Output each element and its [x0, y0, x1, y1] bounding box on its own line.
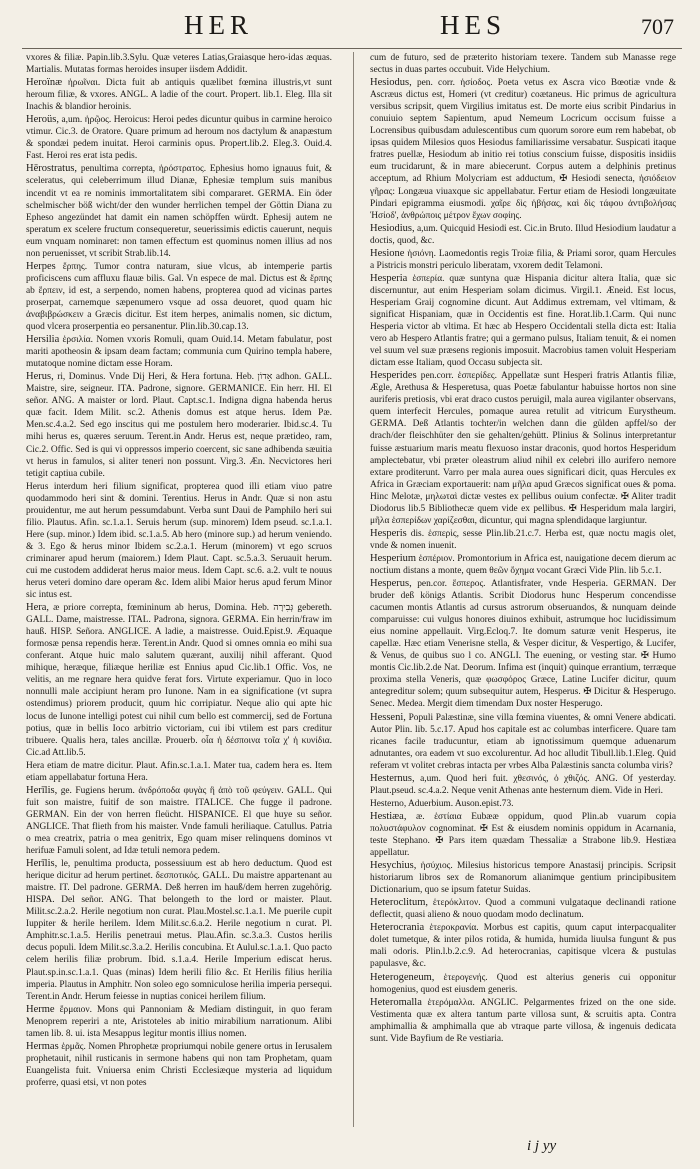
entry-text: ἑρμᾶς. Nomen Phrophetæ propriumqui nobile genere ortus in Ierusalem prophetauit, nihil rusticanis in sermone habens qui non tam Prophetam, quam Euangelista fuit. Vniuersa enim Christi Ecclesiæque mysteria ad liquidum proferre, quasi etsi, vt non potes — [26, 1041, 332, 1088]
dictionary-entry — [26, 114, 332, 162]
dictionary-entry — [370, 528, 676, 552]
dictionary-entry — [370, 370, 676, 527]
entry-headword: Herus, — [26, 371, 54, 383]
entry-headword: Hērostratus, — [26, 163, 78, 175]
page-number: 707 — [641, 14, 674, 39]
dictionary-entry — [26, 371, 332, 479]
entry-text: ri, Dominus. Vnde Dij Heri, & Hera fortuna. Heb. אָדוֹן adhon. GALL. Maistre, sire, seigneur. ITA. Padrone, signore. GERMANICE. Ein herr. HI. El señor. ANG. A maister or lord. Plaut. Capt.sc.1. Indigna digna habenda herus quæ facit. Idem Milit. sc.2. Athenis domus est atque herus. Idem Pæ. Men.sc.4.a.2. Sed ego inscitus qui me postulem hero moderarier. Ibid.sc.4. Tu mihi herus es, quæres seruum. Terent.in Andr. Herus est, neque prætideo, ram, Cic.2. Offic. Sed is qui vi oppressos imperio coercent, sic sane adhibenda sæuitia vt herus in famulos, si aliter teneri non possunt. Virg.3. Æn. Necvictores heri tetigit captiua cubile. — [26, 372, 332, 479]
entry-text: ἑρσιλία. Nomen vxoris Romuli, quam Ouid.14. Metam fabulatur, post mariti apotheosin & ipsam deam factam; communia cum Quirino templa habere, mutatoque nomine dictam esse Horam. — [26, 335, 332, 370]
entry-text: pen.corr. ἑσπερίδες. Appellatæ sunt Hesperi fratris Atlantis filiæ, Ægle, Arethusa & Hesperetusa, quas Poetæ fabulantur habuisse hortos non sine auriferis pretiosis, vbi erat draco custos peruigil, mala aurea vigilanter observans, quem interfecit Hercules, pomaque aurea retulit ad vitricum Eurystheum. GERMA. Deß Atlantis tochter/in welchen dann die gülden apffel/so der drach/der fleischhüter den sie gehalten/gehütt. Plinius & Solinus interpretantur fuisse æstuarium maris meatu flexuoso instar draconis, quod hortos Hesperidum amplectebatur, vbi præter oleastrum aliud nihil ex celebri illo aurifero nemore extare proditerunt. Varro per mala aurea oues significari dicit, quas Hercules ex Africa in Græciam exportauerit: nam μῆλα apud Græcos significat oues & poma. Hinc Melotæ, μηλωταὶ dictæ vestes ex pellibus ouium confectæ. ✠ Aliter tradit Diodorus lib.5 Bibliothecæ quem vide ex pellibus. ✠ Hesperidum mala largiri, μῆλα ἑσπερίδων χαρίζεσθαι, dicuntur, qui magna splendidaque largiuntur. — [370, 371, 676, 526]
entry-text: æ. ἑστίαια Eubææ oppidum, quod Plin.ab vuarum copia πολυστάφυλον cognominat. ✠ Est & eiusdem nominis oppidum in Acarnania, teste Stephano. ✠ Pars item quædam Thessaliæ a Strabone lib.9. Hestiæa appellatur. — [370, 811, 676, 859]
entry-text: penultima correpta, ἡρόστρατος. Ephesius homo ignauus fuit, & sceleratus, qui celeberrimum illud Dianæ, Ephesiæ templum suis manibus incendit vt ea re nominis immortalitatem sibi compararet. GERMA. Ein öder schelmischer böß wicht/der den wunder herrlichen tempel der Göttin Diana zu Epheso angezündet hat damit ein namen schöpffen würdt. Ephesij autem ne speratum ex scelere fructum consequeretur, seuerissimis edictis cauerunt, nequis eum vnquam nominaret: non tamen effectum est quominus nomen illius ad nos non peruenisset, vt scribit Strab.lib.14. — [26, 164, 332, 259]
dictionary-entry — [26, 602, 332, 759]
dictionary-entry — [370, 77, 676, 222]
column-divider — [353, 52, 354, 1127]
entry-text: vxores & filiæ. Papin.lib.3.Sylu. Quæ veteres Latias,Graiasque hero-idas æquas. Martialis. Mutatas formas heroides insuper iisdem Addidit. — [26, 53, 332, 76]
dictionary-entry — [370, 773, 676, 797]
entry-text: a,um. Quod heri fuit. χθεσινός, ὁ χθιζός. ANG. Of yesterday. Plaut.pseud. sc.4.a.2. Neque venit Athenas ante hesternum diem. Vide in Heri. — [370, 773, 676, 796]
dictionary-entry — [370, 972, 676, 996]
entry-headword: Hesperium — [370, 552, 417, 564]
dictionary-entry — [26, 163, 332, 259]
entry-headword: Heteromalla — [370, 996, 422, 1008]
entry-headword: Heroïnæ — [26, 77, 63, 89]
entry-text: ge. Fugiens herum. ἀνδρόποδα φυγὰς ἢ ἀπὸ τοῦ φεύγειν. GALL. Qui fuit son maistre, fuitif de son maistre. ITALICE. Che fugge il padrone. GERMAN. Ein der von herren fleücht. HISPANICE. El que huye su señor. ANGLICE. That flieth from his maister. Vnde famuli heriliaque. Catullus. Patria o mea creatrix, patria o mea genitrix, Ego quam miser relinquens dominos vt herifuæ Famuli solent, ad Idæ tetuli nemora pedem. — [26, 785, 332, 857]
header-rule — [22, 48, 682, 49]
entry-text: le, penultima producta, possessiuum est ab hero deductum. Quod est herique dicitur ad herum pertinet. δεσποτικός. GALL. Du maistre appartenant au maistre. IT. Del padrone. GERMA. Deß herren im hauß/dem herren zugehörig. HISPA. Del señor. ANG. That belongeth to the lord or maister. Plaut. Milit.sc.2.a.2. Herile negotium non curat. Plau.Mostel.sc.1.a.1. Me puerile cupit Iuppiter & herile herilem. Idem Milit.sc.6.a.2. Herile negotium n curat. Pl. Amphitr.sc.1.a.5. Herilis penetraui metus. Plau.Afin. sc.3.a.3. Custos herilis decus populi. Idem Milit.sc.3.a.2. Herilis concubina. Et Aulul.sc.1.a.1. Quo pacto celem herilis filiæ probrum. Ibid. s.1.a.4. Herile Imperium ediscat herus. Plaut.sp.in.sc.1.a.1. Quas (minas) Idem herili filio &c. Et Herilis filius herilia imperia. Plautus in Amphitr. Non soleo ego somniculose herilia imperia persequi. Terent.in Andr. Herum feiesse in nuptias conicei herilem filium. — [26, 859, 332, 1002]
entry-text: Hera etiam de matre dicitur. Plaut. Afin.sc.1.a.1. Mater tua, cadem hera es. Item etiam appellabatur fortuna Hera. — [26, 760, 332, 783]
dictionary-entry — [26, 481, 332, 601]
entry-headword: Hesychius, — [370, 860, 417, 872]
dictionary-entry — [26, 1041, 332, 1089]
entry-text: ἑσπέριον. Promontorium in Africa est, nauigatione decem dierum ac noctium distans a monte, quem θεῶν ὄχημα vocant Græci Vide Plin. lib 5.c.1. — [370, 553, 676, 576]
dictionary-entry — [26, 1004, 332, 1040]
page-footer — [0, 1138, 700, 1158]
dictionary-entry — [370, 922, 676, 970]
dictionary-entry — [370, 798, 676, 810]
entry-headword: Heteroclitum, — [370, 897, 429, 909]
entry-text: cum de futuro, sed de præterito historiam texere. Tandem sub Manasse rege sectus in duas partes occubuit. Vide Helychium. — [370, 53, 676, 76]
entry-text: æ priore correpta, fœmininum ab herus, Domina. Heb. גְּבִירָה gebereth. GALL. Dame, maistresse. ITAL. Padrona, signora. GERMA. Ein herrin/fraw im hauß. HISP. Señora. ANGLICE. A ladie, a maistresse. Ouid.Epist.9. Æquaque formosæ pensa rependis heræ. Terent.in Andr. Quod si omnes omnia eo mihi sua conferant. Atque huic malo salutem quærant, auxilij nihil afferant. Quod mihique, heræque, filiæque heriliæ est Ennius apud Cic.lib.1 Offic. Vos, ne velitis, an me regnare hera quidve ferat fors. Virtute experiamur. Quo in loco nonnulli male accipiunt heram pro Iunone. Nam in ea significatione (vt supra ostendimus) priorem producit, quum hic corripiatur. Neque alio qui apte hic locus de Iunone intelligi potest cui nihil cum bello est commercij, sed de Fortuna potius, quæ in bellis Ioco arbitrio victoriam, cui ibi vtilem est pars creditur tribuere. Qualis hera, tales ancillæ. Prouerb. οἷα ἡ δέσποινα τοῖα χ' ἡ κυνίδια. Cic.ad Att.lib.5. — [26, 603, 332, 758]
dictionary-entry — [370, 223, 676, 247]
entry-headword: Heroüs, — [26, 114, 59, 126]
entry-text: Hesterno, Aduerbium. Auson.epist.73. — [370, 798, 514, 809]
dictionary-entry — [370, 997, 676, 1045]
entry-text: ἑτερόμαλλα. ANGLIC. Pelgarmentes frized on the one side. Vestimenta quæ ex altera tantum parte villosa sunt, & scruitis apta. Contra amphimallia & amphimalla que ab vtraque parte villosa, & ingenuis dedicata sunt. Vide Bayfium de Re vestiaria. — [370, 997, 676, 1044]
entry-headword: Hestiæa, — [370, 810, 407, 822]
dictionary-entry — [370, 860, 676, 896]
entry-text: Populi Palæstinæ, sine villa fœmina viuentes, & omni Venere abdicati. Autor Plin. lib. 5.c.17. Apud hos capitale est ac columbas interficere. Quare tam ricanes facile traducuntur, etiam ab ignotissimum quemque aduenarum adnutantes, ora eadem vt suo excolurentur. Ad hoc alludit Tibull.lib.1.Eleg. Quid referam vt volitet crebras intacta per vrbes Alba Palæstinis sancta columba viris? — [370, 712, 676, 771]
dictionary-entry — [370, 712, 676, 772]
entry-headword: Hesperus, — [370, 578, 412, 590]
dictionary-entry — [26, 261, 332, 333]
running-head — [0, 10, 700, 46]
entry-text: Herus interdum heri filium significat, propterea quod illi etiam viuo patre quodammodo heri sint & domini. Terentius. Herus in Andr. Quæ si non astu prouidentur, me aut herum pessumdabunt. Verba sunt Daui de Pamphilo heri sui filio. Plautus. Afin. sc.1.a.1. Seruis herum (sup. minorem) Idem pseud. sc.1.a.1. Here (sup. minor.) Idem ibid. sc.1.a.5. Ab hero (minore sup.) ad herum veniendo. & 3. Ego & herus minor Ibidem sc.2.a.1. Herum (minorem) vt ego scruos criminarer apud herum (maiorem.) Idem Plaut. Capt. sc.5.a.3. Seruauit herum. cui me custodem addiderat herus maior meus. Idem Capt. sc.6. a.2. vult te nouus herus veteri domino dare operam &c. Idem alibi Maior herus apud ferum Minor sic intus est. — [26, 481, 332, 601]
running-head-left: HER — [184, 10, 253, 40]
running-head-right: HES — [440, 10, 507, 40]
dictionary-entry — [370, 578, 676, 711]
signature-mark: i j yy — [527, 1138, 557, 1154]
entry-text: pen. corr. ἡσίοδος. Poeta vetus ex Ascra vico Bœotiæ vnde & Ascræus dictus est, Homeri (vt creditur) coætaneus. Hic primus de agricultura versibus scripsit, quem Virgilius imitatus est. De morte eius scribit Pindarius in conuiuio septem Sapientum, apud Nemeum Locricum occisum fuisse a Locrensibus quibusdam adulescentibus cum quorum sorore eum rem habebat, ob ipsas quidem Milesios quos Hesiodus familiarissime versabatur. Suspicati itaque fratres puellæ, Hesiodum ab initio rei totius conscium fuisse, dispositis insidiis eum trucidarunt, & in mare abiecerunt. Corpus autem a delphinis pretinus acceptum, ad Rhium Molycriam est adductum, ✠ Hesiodi senecta, ἡσιόδειον γῆρας: Longæua viuaxque sic appellabatur. Fertur etiam de Hesiodi longæuitate Pindari epigramma eiusmodi. χαῖρε δὶς ἡβήσας, καὶ δὶς τάφου ἀντιβολήσας Ἡσίοδ', ἀνθρώποις μέτρον ἔχων σοφίης. — [370, 78, 676, 221]
entry-headword: Hesseni, — [370, 711, 406, 723]
entry-headword: Hesione — [370, 247, 405, 259]
entry-headword: Herme — [26, 1003, 55, 1015]
entry-text: ἡσύχιος. Milesius historicus tempore Anastasij principis. Scripsit historiarum libros sex de Romanorum alianimque gentium principibusitem Dictionarium, quo se ipsum fatetur Suidas. — [370, 861, 676, 896]
left-column — [26, 52, 332, 1127]
entry-text: ἑτεροκρανία. Morbus est capitis, quum caput interpacqualiter dolet tumetque, & inter pilos rotida, & humida, humida liuulsa fungunt & pus mali odoris. Plin.l.b.2.c.9. Ad heterocranias, capitisque vlcera & pustulas papulasve, &c. — [370, 923, 676, 970]
dictionary-entry — [26, 760, 332, 784]
entry-headword: Hermas — [26, 1040, 59, 1052]
entry-text: ἕρπης. Tumor contra naturam, siue vlcus, ab intemperie partis proficiscens cum affluxu flauæ bilis. Gal. Vn espece de mal. Dictus est & ἕρπης ab ἕρπειν, id est, a serpendo, nomen habens, propterea quod ad vicinas partes proserpat, carnemque sæpenumero vsque ad ossa deuoret, quod quam hic ἀναβιβρώσκειν a Græcis dicitur. Est item herpes, animalis nomen, sic dictum, quod vlcera proserpentia eo persanentur. Plin.lib.30.cap.13. — [26, 261, 332, 333]
dictionary-entry — [370, 897, 676, 921]
entry-text: ἡρωῖναι. Dicta fuit ab antiquis quælibet fœmina illustris,vt sunt heroum filiæ, & vxores. ANGL. A ladie of the court. Propert. lib.1. Eleg. Illa sit Inachis & blandior heroinis. — [26, 78, 332, 113]
entry-headword: Herpes — [26, 260, 56, 272]
right-column — [370, 52, 676, 1127]
entry-text: a,um. ἡρῷος. Heroicus: Heroi pedes dicuntur quibus in carmine heroico vtimur. Cic.3. de Oratore. Quare primum ad heroum nos dactylum & anapæstum & spondæi pedem inuitat. Heroi carminis opus. Propert.lib.2. Eleg.3. Ouid.4. Fast. Heroi res erat ista pedis. — [26, 115, 332, 162]
dictionary-entry — [370, 811, 676, 859]
entry-headword: Heterocrania — [370, 922, 425, 934]
entry-headword: Herīlis, — [26, 784, 58, 796]
entry-headword: Hesperis — [370, 527, 407, 539]
dictionary-entry — [26, 858, 332, 1003]
dictionary-entry — [370, 248, 676, 272]
dictionary-entry — [26, 77, 332, 113]
entry-headword: Heterogeneum, — [370, 971, 435, 983]
entry-text: ἕρμαιον. Mons qui Pannoniam & Mediam distinguit, in quo feram Menoprem reperiri a nte, Aristoteles ab initio mirabilium narrationum. Alibi tamen lib. 8. ui. ista Mesappus legitur montis illius nomen. — [26, 1004, 332, 1039]
entry-headword: Hesiodus, — [370, 77, 412, 89]
entry-headword: Hesiodius, — [370, 222, 415, 234]
dictionary-entry — [370, 553, 676, 577]
dictionary-entry — [370, 52, 676, 76]
dictionary-entry — [26, 334, 332, 370]
entry-text: a,um. Quicquid Hesiodi est. Cic.in Bruto. Illud Hesiodium laudatur a doctis, quod, &c. — [370, 223, 676, 246]
dictionary-entry — [370, 273, 676, 369]
entry-text: ἑτερογενής. Quod est alterius generis cui opponitur homogenius, quod est eiusdem generis. — [370, 972, 676, 995]
entry-text: pen.cor. ἕσπερος. Atlantisfrater, vnde Hesperia. GERMAN. Der bruder deß königs Atlantis. Scribit Diodorus hunc Hesperum concendisse cacumen montis Atlantis ad cursus astrorum obseruandos, & nunquam deinde comparuisse: cui vulgus honores diuinos exhibuit, astrumque hoc lucidissimum eius nomine appellauit. Virg.Ecloq.7. Ite domum saturæ venit Hesperus, ite capellæ. Hæc etiam Venerisne stella, & Vesper dicitur, & Vespertigo, & Lucifer, & Venus, de quibus suo l co. ANGLI. The euening, or vesting star. ✠ Humo montis Cic.lib.2.de Nat. Deorum. Infima est (inquit) quinque errantium, terræque proxima stella Veneris, quæ φωσφόρος Græce, Latine Lucifer dicitur, quum antegreditur solem; quum subsequitur autem, Hesperus. ✠ Dicitur & Hesperugo. Senec. Medea. Mergit diem timendam Dux noster Hesperugo. — [370, 579, 676, 710]
dictionary-entry — [26, 785, 332, 857]
entry-text: ἡσιόνη. Laomedontis regis Troiæ filia, & Priami soror, quam Hercules a Pistricis monstri periculo liberatam, vxorem dedit Telamoni. — [370, 248, 676, 271]
entry-headword: Hera, — [26, 602, 50, 614]
entry-headword: Hesperides — [370, 370, 417, 382]
entry-text: ἑτερόκλιτον. Quod a communi vulgataque declinandi ratione deflectit, quasi alieno & nouo quodam modo declinatum. — [370, 898, 676, 921]
entry-headword: Hersilia — [26, 334, 60, 346]
entry-headword: Hesperia — [370, 272, 408, 284]
entry-headword: Hesternus, — [370, 772, 415, 784]
dictionary-entry — [26, 52, 332, 76]
entry-text: ἑσπερία. quæ suntyna quæ Hispania dicitur altera Italia, quæ sic discernuntur, aut enim Hesperiam solam dicimus. Virgil.1. Æneid. Est locus, Hesperiam Graij cognomine dicunt. Aut Addimus extremam, vel vltimam, & significat Hispaniam, quæ in Occidentis est fine. Horat.lib.1.Carm. Qui nunc Hesperia victor ab vltima. Et hæc ab Hespero Occidentali stella dicta est: Italia vero ab Hespero Atlantis fratre; qui a germano pulsus, Italiam tenuit, & ei nomen vel suum vel suæ præsens regionis imposuit. Macrobius tamen voluit Hesperiam dictam esse Italiam, quod Occasu subjecta sit. — [370, 273, 676, 369]
entry-text: dis. ἑσπερὶς, sesse Plin.lib.21.c.7. Herba est, quæ noctu magis olet, vnde & nomen inuenit. — [370, 528, 676, 551]
entry-headword: Herīlis, — [26, 858, 58, 870]
